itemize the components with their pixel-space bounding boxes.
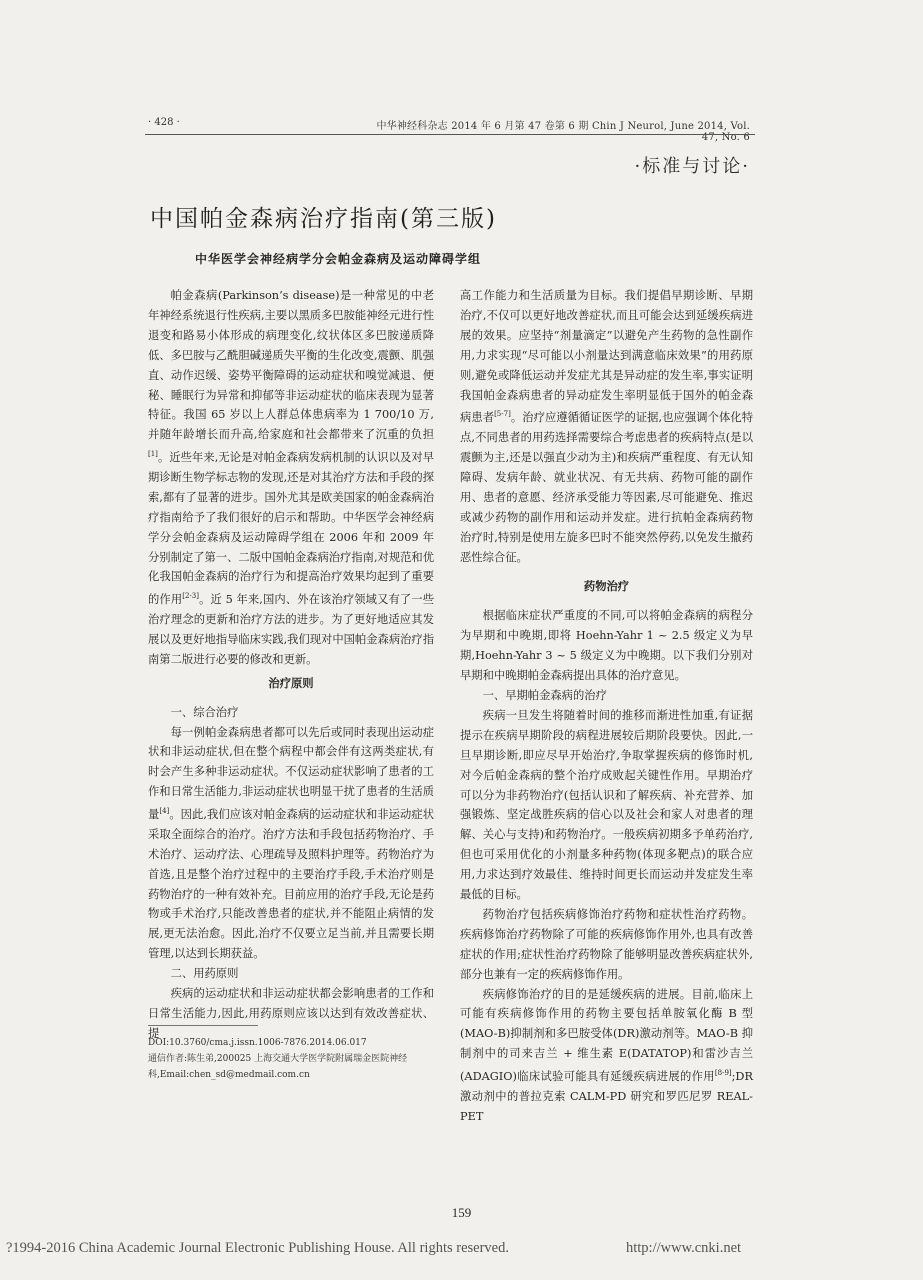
paragraph: 疾病的运动症状和非运动症状都会影响患者的工作和日常生活能力,因此,用药原则应该以达到有效改善症状、提 (148, 987, 434, 1040)
page-number-bottom: 159 (451, 1205, 472, 1220)
corresponding-author: 通信作者:陈生弟,200025 上海交通大学医学院附属瑞金医院神经科,Email:chen_sd@medmail.com.cn (148, 1054, 408, 1080)
section-heading-treatment-principles: 治疗原则 (268, 675, 314, 690)
copyright-footer (6, 1240, 916, 1257)
subsection-title: 一、早期帕金森病的治疗 (482, 688, 607, 702)
journal-header: 中华神经科杂志 2014 年 6 月第 47 卷第 6 期 Chin J Neurol, June 2014, Vol. 47, No. 6 (376, 121, 750, 143)
copyright-text: ?1994-2016 China Academic Journal Electronic Publishing House. All rights reserved. (6, 1240, 509, 1256)
section-tag: ·标准与讨论· (634, 156, 750, 177)
paragraph: 根据临床症状严重度的不同,可以将帕金森病的病程分为早期和中晚期,即将 Hoehn-Yahr 1 ~ 2.5 级定义为早期,Hoehn-Yahr 3 ~ 5 级定义为中晚期。以下我们分别对早期和中晚期帕金森病提出具体的治疗意见。 (460, 609, 753, 683)
citation: [1] (148, 450, 158, 459)
paragraph: 药物治疗包括疾病修饰治疗药物和症状性治疗药物。疾病修饰治疗药物除了可能的疾病修饰作用外,也具有改善症状的作用;症状性治疗药物除了能够明显改善疾病症状外,部分也兼有一定的疾病修饰作用。 (460, 907, 753, 981)
paragraph: 疾病修饰治疗的目的是延缓疾病的进展。目前,临床上可能有疾病修饰作用的药物主要包括单胺氧化酶 B 型(MAO-B)抑制剂和多巴胺受体(DR)激动剂等。MAO-B 抑制剂中的司来吉兰 + 维生素 E(DATATOP)和雷沙吉兰(ADAGIO)临床试验可能具有延缓疾病进展的作用[8-9];DR 激动剂中的普拉克索 CALM-PD 研究和罗匹尼罗 REAL-PET (460, 987, 753, 1123)
citation: [5-7] (494, 410, 511, 419)
right-column (460, 286, 753, 1127)
citation: [4] (159, 807, 170, 816)
paragraph: 疾病一旦发生将随着时间的推移而渐进性加重,有证据提示在疾病早期阶段的病程进展较后期阶段要快。因此,一旦早期诊断,即应尽早开始治疗,争取掌握疾病的修饰时机,对今后帕金森病的整个治疗成败起关键性作用。早期治疗可以分为非药物治疗(包括认识和了解疾病、补充营养、加强锻炼、坚定战胜疾病的信心以及社会和家人对患者的理解、关心与支持)和药物治疗。一般疾病初期多予单药治疗,但也可采用优化的小剂量多种药物(体现多靶点)的联合应用,力求达到疗效最佳、维持时间更长而运动并发症发生率最低的目标。 (460, 708, 753, 902)
doi-line: DOI:10.3760/cma.j.issn.1006-7876.2014.06.017 (148, 1038, 367, 1048)
citation: [8-9] (714, 1069, 732, 1078)
article-title: 中国帕金森病治疗指南(第三版) (150, 206, 497, 232)
subsection-title: 一、综合治疗 (170, 705, 239, 719)
author-line: 中华医学会神经病学分会帕金森病及运动障碍学组 (195, 252, 482, 266)
paragraph: 每一例帕金森病患者都可以先后或同时表现出运动症状和非运动症状,但在整个病程中都会伴有这两类症状,有时会产生多种非运动症状。不仅运动症状影响了患者的工作和日常生活能力,非运动症状也明显干扰了患者的生活质量[4]。因此,我们应该对帕金森病的运动症状和非运动症状采取全面综合的治疗。治疗方法和手段包括药物治疗、手术治疗、运动疗法、心理疏导及照料护理等。药物治疗为首选,且是整个治疗过程中的主要治疗手段,手术治疗则是药物治疗的一种有效补充。目前应用的治疗手段,无论是药物或手术治疗,只能改善患者的症状,并不能阻止病情的发展,更无法治愈。因此,治疗不仅要立足当前,并且需要长期管理,以达到长期获益。 (148, 725, 435, 961)
footnotes (148, 1035, 434, 1083)
section-heading-drug-therapy: 药物治疗 (583, 579, 630, 594)
page-number: · 428 · (148, 117, 180, 128)
header-rule (145, 134, 755, 135)
intro-paragraph: 帕金森病(Parkinson’s disease)是一种常见的中老年神经系统退行性疾病,主要以黑质多巴胺能神经元进行性退变和路易小体形成的病理变化,纹状体区多巴胺递质降低、多巴胺与乙酰胆碱递质失平衡的生化改变,震颤、肌强直、动作迟缓、姿势平衡障碍的运动症状和嗅觉减退、便秘、睡眠行为异常和抑郁等非运动症状的临床表现为显著特征。我国 65 岁以上人群总体患病率为 1 700/10 万,并随年龄增长而升高,给家庭和社会都带来了沉重的负担[1]。近些年来,无论是对帕金森病发病机制的认识以及对早期诊断生物学标志物的发现,还是对其治疗方法和手段的探索,都有了显著的进步。国外尤其是欧美国家的帕金森病治疗指南给予了我们很好的启示和帮助。中华医学会神经病学分会帕金森病及运动障碍学组在 2006 年和 2009 年分别制定了第一、二版中国帕金森病治疗指南,对规范和优化我国帕金森病的治疗行为和提高治疗效果均起到了重要的作用[2-3]。近 5 年来,国内、外在该治疗领域又有了一些治疗理念的更新和治疗方法的进步。为了更好地适应其发展以及更好地指导临床实践,我们现对中国帕金森病治疗指南第二版进行必要的修改和更新。 (148, 289, 435, 666)
cnki-link[interactable]: http://www.cnki.net (626, 1240, 742, 1256)
footnote-rule (148, 1025, 258, 1026)
subsection-title: 二、用药原则 (170, 967, 239, 981)
paragraph: 高工作能力和生活质量为目标。我们提倡早期诊断、早期治疗,不仅可以更好地改善症状,而且可能会达到延缓疾病进展的效果。应坚持“剂量滴定”以避免产生药物的急性副作用,力求实现“尽可能以小剂量达到满意临床效果”的用药原则,避免或降低运动并发症尤其是异动症的发生率,事实证明我国帕金森病患者的异动症发生率明显低于国外的帕金森病患者[5-7]。治疗应遵循循证医学的证据,也应强调个体化特点,不同患者的用药选择需要综合考虑患者的疾病特点(是以震颤为主,还是以强直少动为主)和疾病严重程度、有无认知障碍、发病年龄、就业状况、有无共病、药物可能的副作用、患者的意愿、经济承受能力等因素,尽可能避免、推迟或减少药物的副作用和运动并发症。进行抗帕金森病药物治疗时,特别是使用左旋多巴时不能突然停药,以免发生撤药恶性综合征。 (460, 289, 753, 564)
citation: [2-3] (182, 592, 199, 601)
left-column (148, 286, 434, 1044)
